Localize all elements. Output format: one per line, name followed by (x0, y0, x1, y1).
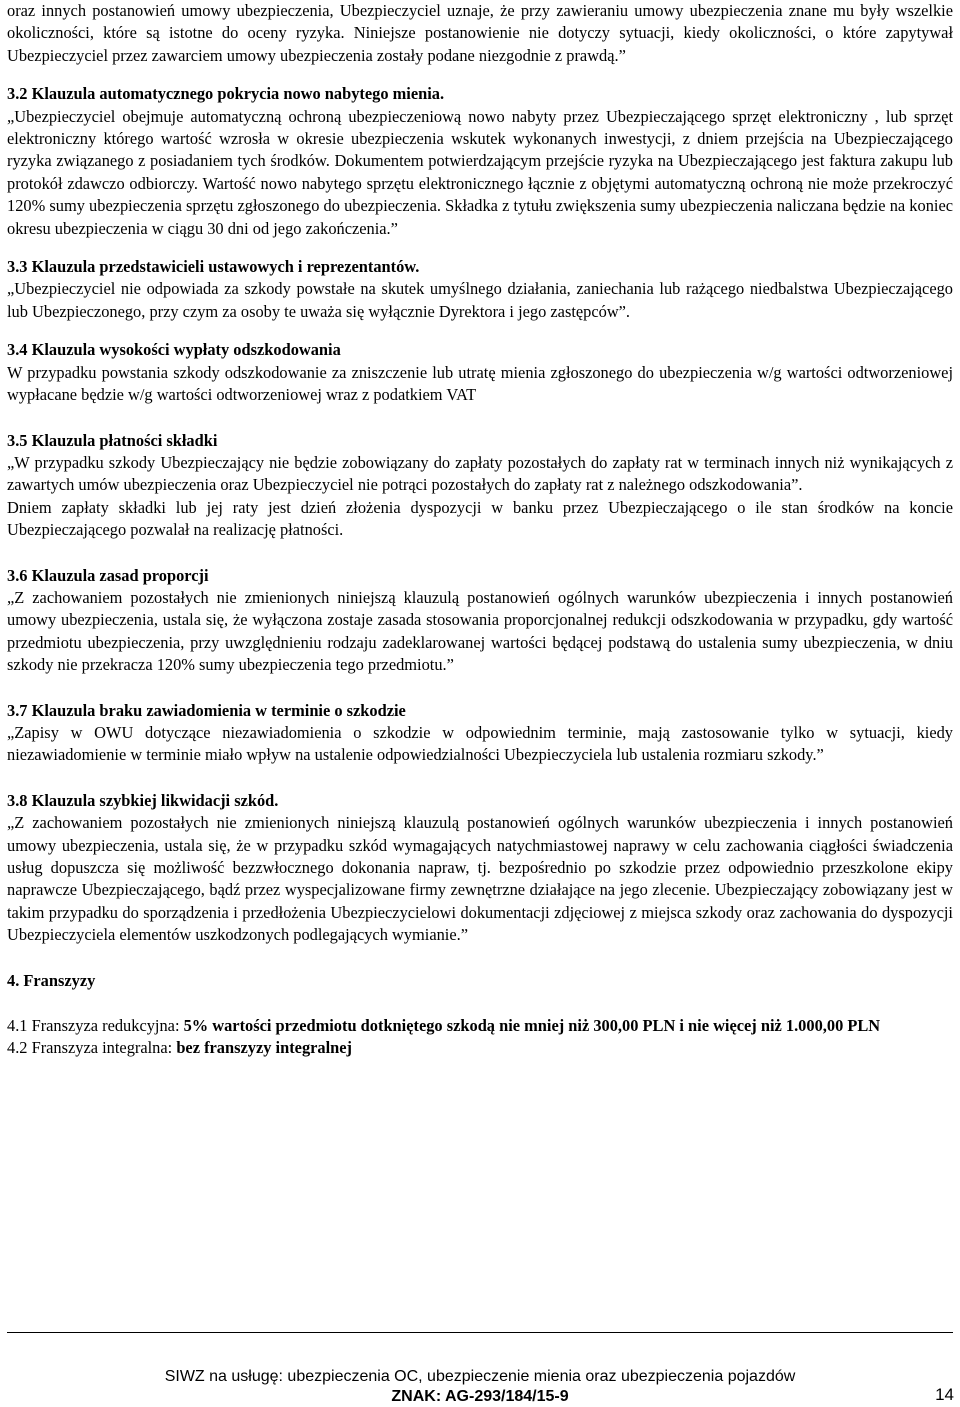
intro-paragraph: oraz innych postanowień umowy ubezpieczenia, Ubezpieczyciel uznaje, że przy zawieraniu umowy ubezpieczenia znane mu były wszelkie okoliczności, które są istotne do oceny ryzyka. Niniejsze postanowienie nie dotyczy sytuacji, kiedy okoliczności, o które zapytywał Ubezpieczyciel przez zawarciem umowy ubezpieczenia zostały podane niezgodnie z prawdą.” (7, 1, 953, 65)
section-3-4 (7, 339, 953, 406)
section-body: „Z zachowaniem pozostałych nie zmienionych niniejszą klauzulą postanowień ogólnych warunków ubezpieczenia i innych postanowień umowy ubezpieczenia, ustala się, że w przypadku szkód wymagających natychmiastowej naprawy w celu zachowania ciągłości świadczenia usług dopuszcza się możliwość bezzwłocznego dokonania napraw, tj. bezpośrednio po szkodzie przez odpowiednio przeszkolone ekipy naprawcze Ubezpieczającego, bądź przez wyspecjalizowane firmy zewnętrzne działające na jego zlecenie. Ubezpieczający zobowiązany jest w takim przypadku do sporządzenia i przedłożenia Ubezpieczycielowi dokumentacji zdjęciowej z miejsca szkody oraz zachowania do dyspozycji Ubezpieczyciela elementów uszkodzonych podlegających wymianie.” (7, 813, 953, 945)
franchise-value: bez franszyzy integralnej (176, 1038, 353, 1058)
section-heading: 3.3 Klauzula przedstawicieli ustawowych i reprezentantów. (7, 257, 420, 277)
section-heading: 4. Franszyzy (7, 970, 96, 990)
section-3-6 (7, 565, 953, 677)
footer-divider (7, 1332, 953, 1333)
franchise-label: 4.2 Franszyza integralna: (7, 1038, 177, 1058)
section-heading: 3.4 Klauzula wysokości wypłaty odszkodowania (7, 340, 341, 360)
page-number: 14 (935, 1385, 954, 1404)
section-body: „W przypadku szkody Ubezpieczający nie będzie zobowiązany do zapłaty pozostałych do zapłaty rat w terminach innych niż wynikających z zawartych umów ubezpieczenia oraz Ubezpieczyciel nie potrąci pozostałych do zapłaty rat z należnego odszkodowania”. (7, 452, 953, 495)
section-heading: 3.7 Klauzula braku zawiadomienia w terminie o szkodzie (7, 700, 406, 720)
section-3-7 (7, 700, 953, 767)
franchise-label: 4.1 Franszyza redukcyjna: (7, 1016, 184, 1036)
section-heading: 3.5 Klauzula płatności składki (7, 430, 218, 450)
section-4 (7, 970, 953, 1060)
document-page (7, 0, 953, 1060)
section-body: „Ubezpieczyciel obejmuje automatyczną ochroną ubezpieczeniową nowo nabyty przez Ubezpieczającego sprzęt elektroniczny , lub sprzęt elektroniczny którego wartość wzrosła w okresie ubezpieczenia wskutek wykonanych inwestycji, z dniem przejścia na Ubezpieczającego ryzyka związanego z posiadaniem tych środków. Dokumentem potwierdzającym przejście ryzyka na Ubezpieczającego jest faktura zakupu lub protokół zdawczo odbiorczy. Wartość nowo nabytego sprzętu elektronicznego łącznie z objętymi automatyczną ochroną nie może przekroczyć 120% sumy ubezpieczenia sprzętu zgłoszonego do ubezpieczenia. Składka z tytułu zwiększenia sumy ubezpieczenia naliczana będzie na koniec okresu ubezpieczenia w ciągu 30 dni od jego zakończenia.” (7, 106, 953, 238)
section-3-5 (7, 430, 953, 542)
section-heading: 3.2 Klauzula automatycznego pokrycia nowo nabytego mienia. (7, 84, 445, 104)
section-body: „Z zachowaniem pozostałych nie zmienionych niniejszą klauzulą postanowień ogólnych warunków ubezpieczenia i innych postanowień umowy ubezpieczenia, ustala się, że wyłączona zostaje zasada stosowania proporcjonalnej redukcji odszkodowania w przypadku, gdy wartość przedmiotu ubezpieczenia, przy uwzględnieniu rodzaju zadeklarowanej wartości będącej podstawą do ustalenia sumy ubezpieczenia, w dniu szkody nie przekracza 120% sumy ubezpieczenia tego przedmiotu.” (7, 587, 953, 675)
section-3-3 (7, 256, 953, 323)
section-3-2 (7, 83, 953, 240)
section-heading: 3.6 Klauzula zasad proporcji (7, 565, 209, 585)
footer-reference-code: ZNAK: AG-293/184/15-9 (391, 1388, 569, 1405)
section-body: Dniem zapłaty składki lub jej raty jest dzień złożenia dyspozycji w banku przez Ubezpieczającego o ile stan środków na koncie Ubezpieczającego pozwalał na realizację płatności. (7, 497, 953, 540)
section-3-8 (7, 790, 953, 947)
section-body: „Zapisy w OWU dotyczące niezawiadomienia o szkodzie w odpowiednim terminie, mają zastosowanie tylko w sytuacji, kiedy niezawiadomienie w terminie miało wpływ na ustalenie odpowiedzialności Ubezpieczyciela lub ustalenia rozmiaru szkody.” (7, 722, 953, 765)
section-body: W przypadku powstania szkody odszkodowanie za zniszczenie lub utratę mienia zgłoszonego do ubezpieczenia w/g wartości odtworzeniowej wypłacane będzie w/g wartości odtworzeniowej wraz z podatkiem VAT (7, 362, 953, 405)
franchise-integral (7, 1037, 953, 1059)
footer-title: SIWZ na usługę: ubezpieczenia OC, ubezpieczenie mienia oraz ubezpieczenia pojazdów (164, 1368, 796, 1385)
section-body: „Ubezpieczyciel nie odpowiada za szkody powstałe na skutek umyślnego działania, zaniechania lub rażącego niedbalstwa Ubezpieczającego lub Ubezpieczonego, przy czym za osoby te uważa się wyłącznie Dyrektora i jego zastępców”. (7, 279, 953, 321)
franchise-reductive (7, 1015, 953, 1037)
page-footer (7, 1367, 953, 1407)
section-heading: 3.8 Klauzula szybkiej likwidacji szkód. (7, 790, 279, 810)
franchise-value: 5% wartości przedmiotu dotkniętego szkodą nie mniej niż 300,00 PLN i nie więcej niż 1.000,00 PLN (183, 1016, 881, 1036)
